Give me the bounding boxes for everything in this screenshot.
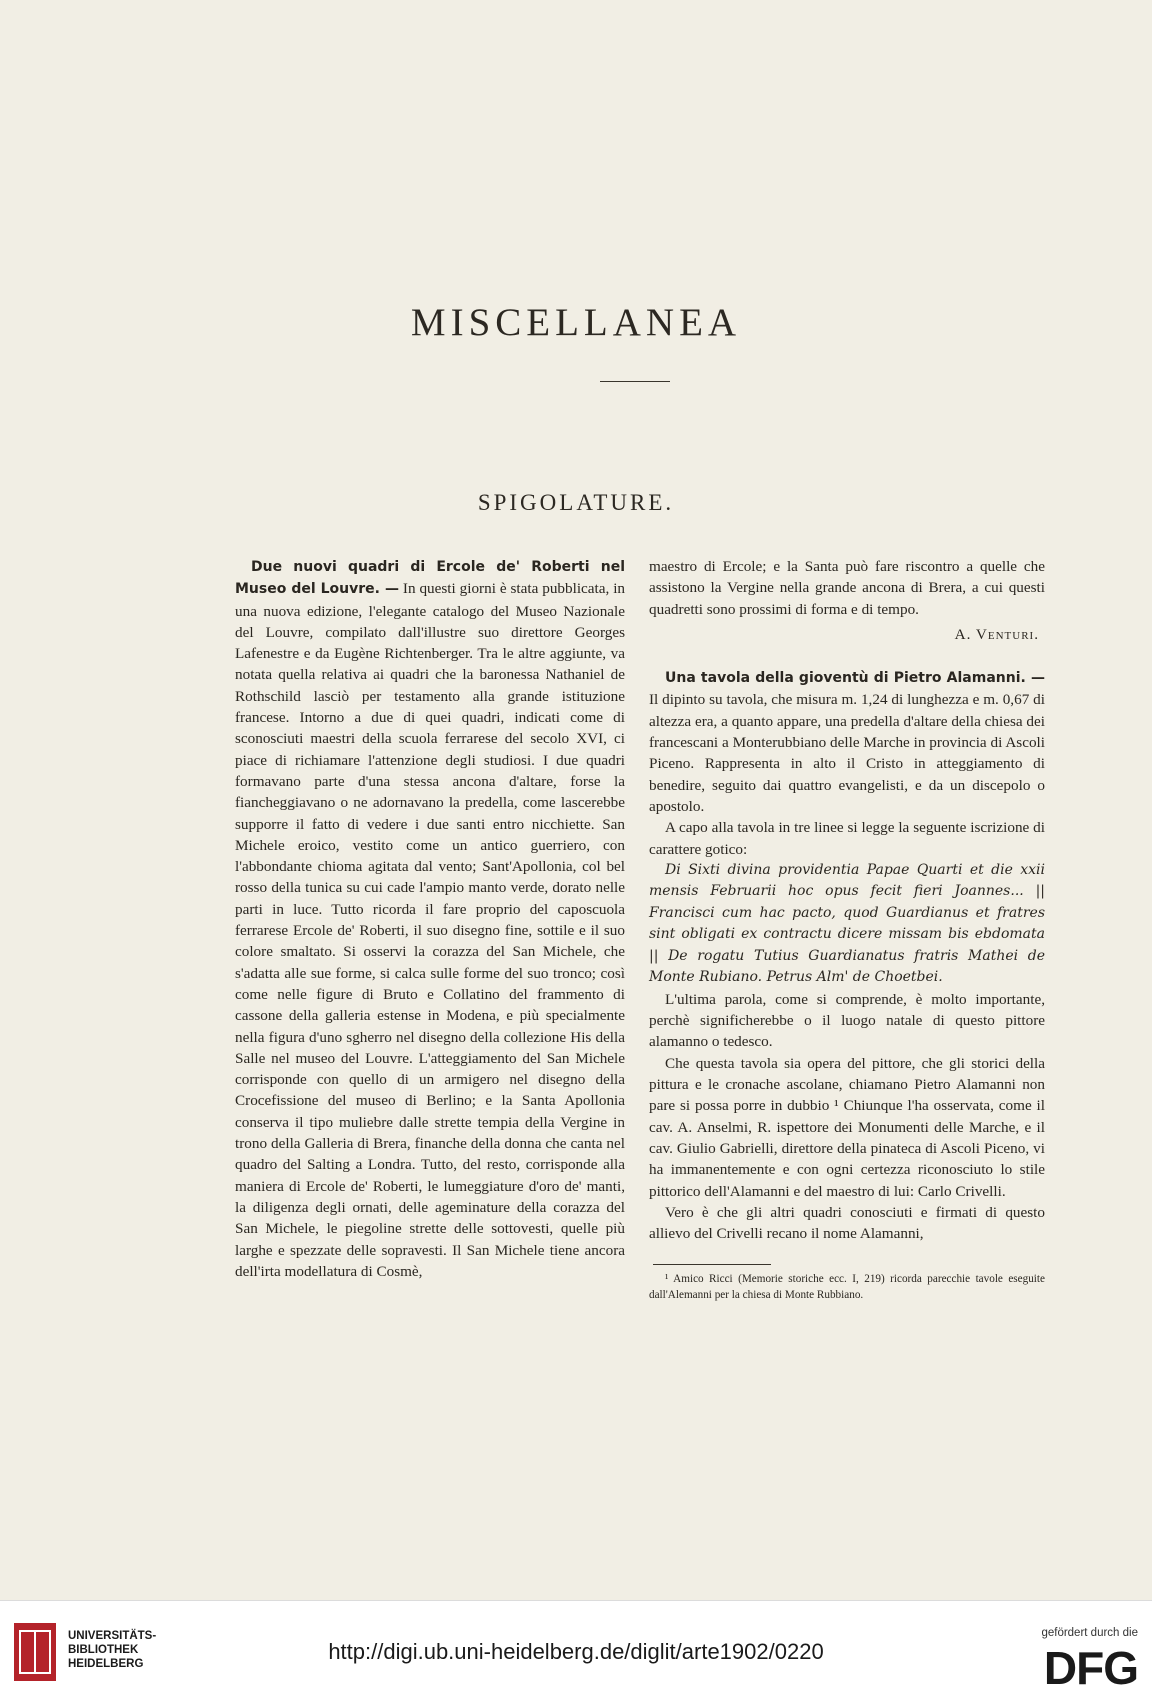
library-name: UNIVERSITÄTS- BIBLIOTHEK HEIDELBERG: [68, 1630, 157, 1670]
section-title: SPIGOLATURE.: [477, 490, 675, 515]
article1-signature: A. Venturi.: [954, 625, 1039, 643]
source-url-link[interactable]: http://digi.ub.uni-heidelberg.de/diglit/arte1902/0220: [328, 1639, 824, 1664]
article1-continuation: maestro di Ercole; e la Santa può fare riscontro a quelle che assistono la Vergine nella grande ancona di Brera, a cui questi quadretti sono prossimi di forma e di tempo.: [649, 558, 1045, 618]
article1-body: In questi giorni è stata pubblicata, in una nuova edizione, l'elegante catalogo del Museo Nazionale del Louvre, compilato dall'illustre suo direttore Georges Lafenestre e da Eugène Richtenberger. Tra le altre aggiunte, va notata quella relativa ai quadri che la baronessa Nathaniel de Rothschild lasciò per testamento alla grande istituzione francese. Intorno a due di quei quadri, indicati come di sconosciuti maestri della scuola ferrarese del secolo XVI, ci piace di richiamare l'attenzione degli studiosi. I due quadri formavano parte d'una stessa ancona d'altare, forse la fiancheggiavano o ne adornavano la predella, come lascerebbe supporre il fatto di vedere i due santi entro nicchiette. San Michele eroico, vestito come un antico guerriero, con l'abbondante chioma agitata dal vento; Sant'Apollonia, col bel rosso della tunica su cui cade l'ampio manto verde, dorato nelle parti in luce. Tutto ricorda il fare proprio del caposcuola ferrarese Ercole de' Roberti, il suo disegno fine, sottile e il suo colore smaltato. Si osservi la corazza del San Michele, che s'adatta alle sue forme, si calca sulle forme del suo tronco; così come nelle figure di Bruto e Collatino del frammento di cassone della galleria estense in Modena, e più specialmente nella figura d'uno sgherro nel disegno della collezione His della Salle nel museo del Louvre. L'atteggiamento del San Michele corrisponde con quello di un armigero nel disegno della Crocefissione del museo di Berlino; e la Santa Apollonia conserva il tipo muliebre dalle strette tempia della Vergine in trono della Galleria di Brera, finanche della donna che canta nel quadro del Salting a Londra. Tutto, del resto, corrisponde alla maniera di Ercole de' Roberti, le lumeggiature d'oro de' manti, la diligenza degli ornati, delle ageminature della corazza del San Michele, le piegoline strette delle sottovesti, quelle più larghe e spezzate delle sopravesti. Il San Michele tiene ancora dell'irta modellatura di Cosmè,: [235, 580, 626, 1280]
title-divider: [600, 381, 670, 382]
footer-bar: [0, 1600, 1152, 1708]
article1-heading: Due nuovi quadri di Ercole de' Roberti nel Museo del Louvre. —: [235, 559, 625, 598]
article2-heading: Una tavola della gioventù di Pietro Alamanni. —: [665, 670, 1045, 687]
dfg-logo: DFG: [1043, 1642, 1138, 1694]
page-title: MISCELLANEA: [410, 301, 742, 344]
funder-label: gefördert durch die: [1041, 1627, 1138, 1639]
footnote: ¹ Amico Ricci (Memorie storiche ecc. I, 219) ricorda parecchie tavole eseguite dall'Alemanni per la chiesa di Monte Rubbiano.: [649, 1273, 1045, 1302]
article2-paragraph-2: A capo alla tavola in tre linee si legge la seguente iscrizione di carattere gotico:: [649, 819, 1045, 858]
article2-paragraph-4: Che questa tavola sia opera del pittore, che gli storici della pittura e le cronache ascolane, chiamano Pietro Alamanni non pare si possa porre in dubbio ¹ Chiunque l'ha osservata, come il cav. A. Anselmi, R. ispettore dei Monumenti delle Marche, e il cav. Giulio Gabrielli, direttore della pinateca di Ascoli Piceno, vi ha immanentemente e con ogni certezza riconosciuto lo stile pittorico dell'Alamanni e del maestro di lui: Carlo Crivelli.: [649, 1054, 1045, 1200]
article2-paragraph-1: [649, 667, 1045, 817]
gothic-inscription: Di Sixti divina providentia Papae Quarti et die xxii mensis Februarii hoc opus fecit fieri Joannes... || Francisci cum hac pacto, quod Guardianus et fratres sint obligati ex contractu dicere missam bis ebdomata || De rogatu Tutius Guardianatus fratris Mathei de Monte Rubiano. Petrus Alm' de Choetbei.: [649, 861, 1045, 986]
article2-intro: Il dipinto su tavola, che misura m. 1,24 di lunghezza e m. 0,67 di altezza era, a quanto appare, una predella d'altare della chiesa dei francescani a Monterubbiano delle Marche in provincia di Ascoli Piceno. Rappresenta in alto il Cristo in atteggiamento di benedire, seguito dai quattro evangelisti, e da un discepolo o apostolo.: [649, 691, 1045, 815]
footnote-divider: [653, 1264, 771, 1265]
right-column: [649, 556, 1045, 1303]
article1-paragraph: [235, 556, 625, 1282]
article2-paragraph-5: Vero è che gli altri quadri conosciuti e firmati di questo allievo del Crivelli recano il nome Alamanni,: [649, 1203, 1045, 1243]
article2-paragraph-3: L'ultima parola, come si comprende, è molto importante, perchè significherebbe o il luogo natale di questo pittore alamanno o tedesco.: [649, 990, 1045, 1051]
article-gap: [649, 645, 1045, 667]
left-column: [235, 556, 625, 1282]
